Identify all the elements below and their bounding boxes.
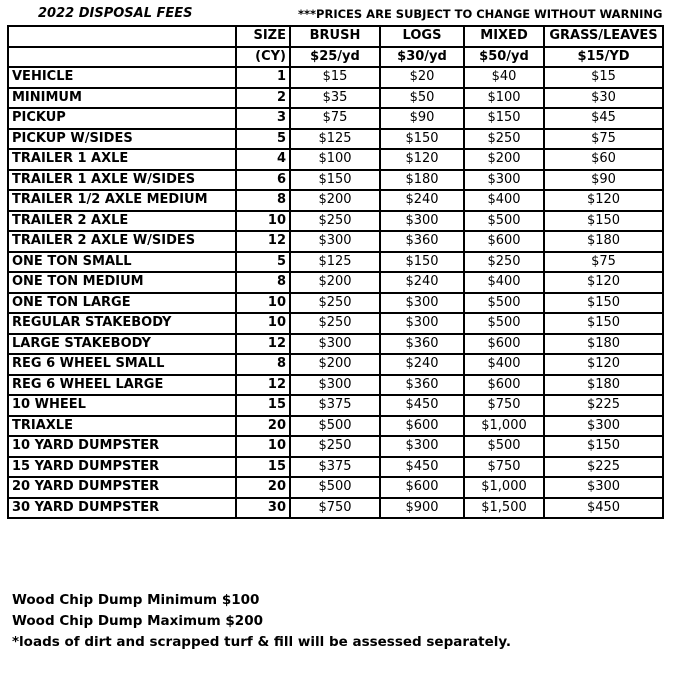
size-cy-cell: 10 [236,313,290,334]
mixed-price-cell: $600 [464,375,544,396]
mixed-price-cell: $150 [464,108,544,129]
vehicle-type-cell: 20 YARD DUMPSTER [8,477,236,498]
brush-price-cell: $100 [290,149,380,170]
mixed-price-cell: $400 [464,190,544,211]
grass-leaves-price-cell: $450 [544,498,663,519]
header-brush-rate: $25/yd [290,47,380,68]
size-cy-cell: 15 [236,457,290,478]
table-row [8,129,663,150]
header-row-rates [8,47,663,68]
size-cy-cell: 15 [236,395,290,416]
table-row [8,457,663,478]
brush-price-cell: $500 [290,477,380,498]
vehicle-type-cell: TRAILER 1 AXLE W/SIDES [8,170,236,191]
vehicle-type-cell: REG 6 WHEEL SMALL [8,354,236,375]
logs-price-cell: $450 [380,395,464,416]
brush-price-cell: $15 [290,67,380,88]
grass-leaves-price-cell: $30 [544,88,663,109]
size-cy-cell: 12 [236,375,290,396]
grass-leaves-price-cell: $300 [544,416,663,437]
table-row [8,416,663,437]
size-cy-cell: 30 [236,498,290,519]
brush-price-cell: $250 [290,313,380,334]
vehicle-type-cell: ONE TON MEDIUM [8,272,236,293]
vehicle-type-cell: PICKUP [8,108,236,129]
logs-price-cell: $900 [380,498,464,519]
size-cy-cell: 12 [236,334,290,355]
size-cy-cell: 10 [236,211,290,232]
table-row [8,354,663,375]
size-cy-cell: 6 [236,170,290,191]
mixed-price-cell: $600 [464,334,544,355]
table-row [8,334,663,355]
mixed-price-cell: $1,000 [464,416,544,437]
brush-price-cell: $125 [290,252,380,273]
brush-price-cell: $150 [290,170,380,191]
table-row [8,436,663,457]
logs-price-cell: $600 [380,477,464,498]
grass-leaves-price-cell: $75 [544,129,663,150]
table-row [8,67,663,88]
mixed-price-cell: $1,500 [464,498,544,519]
notes-block [12,590,511,653]
vehicle-type-cell: VEHICLE [8,67,236,88]
mixed-price-cell: $400 [464,354,544,375]
table-row [8,313,663,334]
table-row [8,272,663,293]
grass-leaves-price-cell: $150 [544,211,663,232]
brush-price-cell: $375 [290,395,380,416]
brush-price-cell: $300 [290,334,380,355]
header-grass-rate: $15/YD [544,47,663,68]
logs-price-cell: $120 [380,149,464,170]
mixed-price-cell: $600 [464,231,544,252]
mixed-price-cell: $100 [464,88,544,109]
size-cy-cell: 5 [236,129,290,150]
header-grass-leaves: GRASS/LEAVES [544,26,663,47]
brush-price-cell: $200 [290,354,380,375]
disposal-fees-table [7,25,664,519]
size-cy-cell: 3 [236,108,290,129]
size-cy-cell: 20 [236,416,290,437]
logs-price-cell: $300 [380,293,464,314]
grass-leaves-price-cell: $120 [544,354,663,375]
header-blank-cell [8,47,236,68]
vehicle-type-cell: REGULAR STAKEBODY [8,313,236,334]
logs-price-cell: $360 [380,231,464,252]
grass-leaves-price-cell: $60 [544,149,663,170]
vehicle-type-cell: 10 YARD DUMPSTER [8,436,236,457]
mixed-price-cell: $500 [464,436,544,457]
header-size: SIZE [236,26,290,47]
table-row [8,231,663,252]
brush-price-cell: $300 [290,375,380,396]
vehicle-type-cell: ONE TON LARGE [8,293,236,314]
vehicle-type-cell: TRAILER 1 AXLE [8,149,236,170]
logs-price-cell: $300 [380,436,464,457]
vehicle-type-cell: TRAILER 1/2 AXLE MEDIUM [8,190,236,211]
header-mixed: MIXED [464,26,544,47]
vehicle-type-cell: 15 YARD DUMPSTER [8,457,236,478]
mixed-price-cell: $750 [464,395,544,416]
grass-leaves-price-cell: $225 [544,457,663,478]
vehicle-type-cell: ONE TON SMALL [8,252,236,273]
header-size-unit: (CY) [236,47,290,68]
logs-price-cell: $150 [380,129,464,150]
logs-price-cell: $300 [380,313,464,334]
note-wood-chip-minimum: Wood Chip Dump Minimum $100 [12,592,260,608]
vehicle-type-cell: MINIMUM [8,88,236,109]
size-cy-cell: 12 [236,231,290,252]
vehicle-type-cell: 10 WHEEL [8,395,236,416]
logs-price-cell: $20 [380,67,464,88]
mixed-price-cell: $200 [464,149,544,170]
table-row [8,108,663,129]
mixed-price-cell: $250 [464,129,544,150]
price-change-notice: ***PRICES ARE SUBJECT TO CHANGE WITHOUT WARNING [298,7,663,21]
brush-price-cell: $75 [290,108,380,129]
vehicle-type-cell: REG 6 WHEEL LARGE [8,375,236,396]
vehicle-type-cell: TRIAXLE [8,416,236,437]
note-dirt-turf-fill: *loads of dirt and scrapped turf & fill will be assessed separately. [12,634,512,650]
grass-leaves-price-cell: $225 [544,395,663,416]
size-cy-cell: 4 [236,149,290,170]
table-row [8,149,663,170]
size-cy-cell: 1 [236,67,290,88]
brush-price-cell: $125 [290,129,380,150]
grass-leaves-price-cell: $150 [544,293,663,314]
table-row [8,190,663,211]
logs-price-cell: $90 [380,108,464,129]
grass-leaves-price-cell: $180 [544,231,663,252]
mixed-price-cell: $500 [464,293,544,314]
vehicle-type-cell: PICKUP W/SIDES [8,129,236,150]
brush-price-cell: $250 [290,293,380,314]
table-row [8,252,663,273]
header-mixed-rate: $50/yd [464,47,544,68]
brush-price-cell: $250 [290,211,380,232]
vehicle-type-cell: LARGE STAKEBODY [8,334,236,355]
mixed-price-cell: $40 [464,67,544,88]
grass-leaves-price-cell: $180 [544,334,663,355]
table-row [8,477,663,498]
logs-price-cell: $600 [380,416,464,437]
logs-price-cell: $450 [380,457,464,478]
header-blank-cell [8,26,236,47]
grass-leaves-price-cell: $45 [544,108,663,129]
logs-price-cell: $240 [380,354,464,375]
mixed-price-cell: $1,000 [464,477,544,498]
table-row [8,170,663,191]
size-cy-cell: 8 [236,272,290,293]
size-cy-cell: 8 [236,354,290,375]
logs-price-cell: $300 [380,211,464,232]
header-row-categories [8,26,663,47]
mixed-price-cell: $250 [464,252,544,273]
grass-leaves-price-cell: $90 [544,170,663,191]
brush-price-cell: $750 [290,498,380,519]
logs-price-cell: $240 [380,190,464,211]
vehicle-type-cell: 30 YARD DUMPSTER [8,498,236,519]
size-cy-cell: 10 [236,436,290,457]
brush-price-cell: $200 [290,190,380,211]
grass-leaves-price-cell: $120 [544,272,663,293]
brush-price-cell: $500 [290,416,380,437]
size-cy-cell: 8 [236,190,290,211]
vehicle-type-cell: TRAILER 2 AXLE [8,211,236,232]
brush-price-cell: $35 [290,88,380,109]
size-cy-cell: 20 [236,477,290,498]
grass-leaves-price-cell: $120 [544,190,663,211]
page-title: 2022 DISPOSAL FEES [38,6,193,21]
mixed-price-cell: $400 [464,272,544,293]
mixed-price-cell: $500 [464,313,544,334]
vehicle-type-cell: TRAILER 2 AXLE W/SIDES [8,231,236,252]
logs-price-cell: $150 [380,252,464,273]
logs-price-cell: $180 [380,170,464,191]
header-logs: LOGS [380,26,464,47]
note-wood-chip-maximum: Wood Chip Dump Maximum $200 [12,613,263,629]
grass-leaves-price-cell: $15 [544,67,663,88]
size-cy-cell: 2 [236,88,290,109]
logs-price-cell: $50 [380,88,464,109]
header-logs-rate: $30/yd [380,47,464,68]
logs-price-cell: $360 [380,375,464,396]
logs-price-cell: $240 [380,272,464,293]
grass-leaves-price-cell: $150 [544,313,663,334]
grass-leaves-price-cell: $300 [544,477,663,498]
grass-leaves-price-cell: $180 [544,375,663,396]
grass-leaves-price-cell: $150 [544,436,663,457]
table-row [8,498,663,519]
size-cy-cell: 10 [236,293,290,314]
mixed-price-cell: $500 [464,211,544,232]
table-row [8,395,663,416]
header-brush: BRUSH [290,26,380,47]
table-row [8,88,663,109]
brush-price-cell: $250 [290,436,380,457]
size-cy-cell: 5 [236,252,290,273]
mixed-price-cell: $300 [464,170,544,191]
grass-leaves-price-cell: $75 [544,252,663,273]
brush-price-cell: $300 [290,231,380,252]
table-row [8,211,663,232]
mixed-price-cell: $750 [464,457,544,478]
brush-price-cell: $200 [290,272,380,293]
table-row [8,375,663,396]
table-row [8,293,663,314]
logs-price-cell: $360 [380,334,464,355]
brush-price-cell: $375 [290,457,380,478]
